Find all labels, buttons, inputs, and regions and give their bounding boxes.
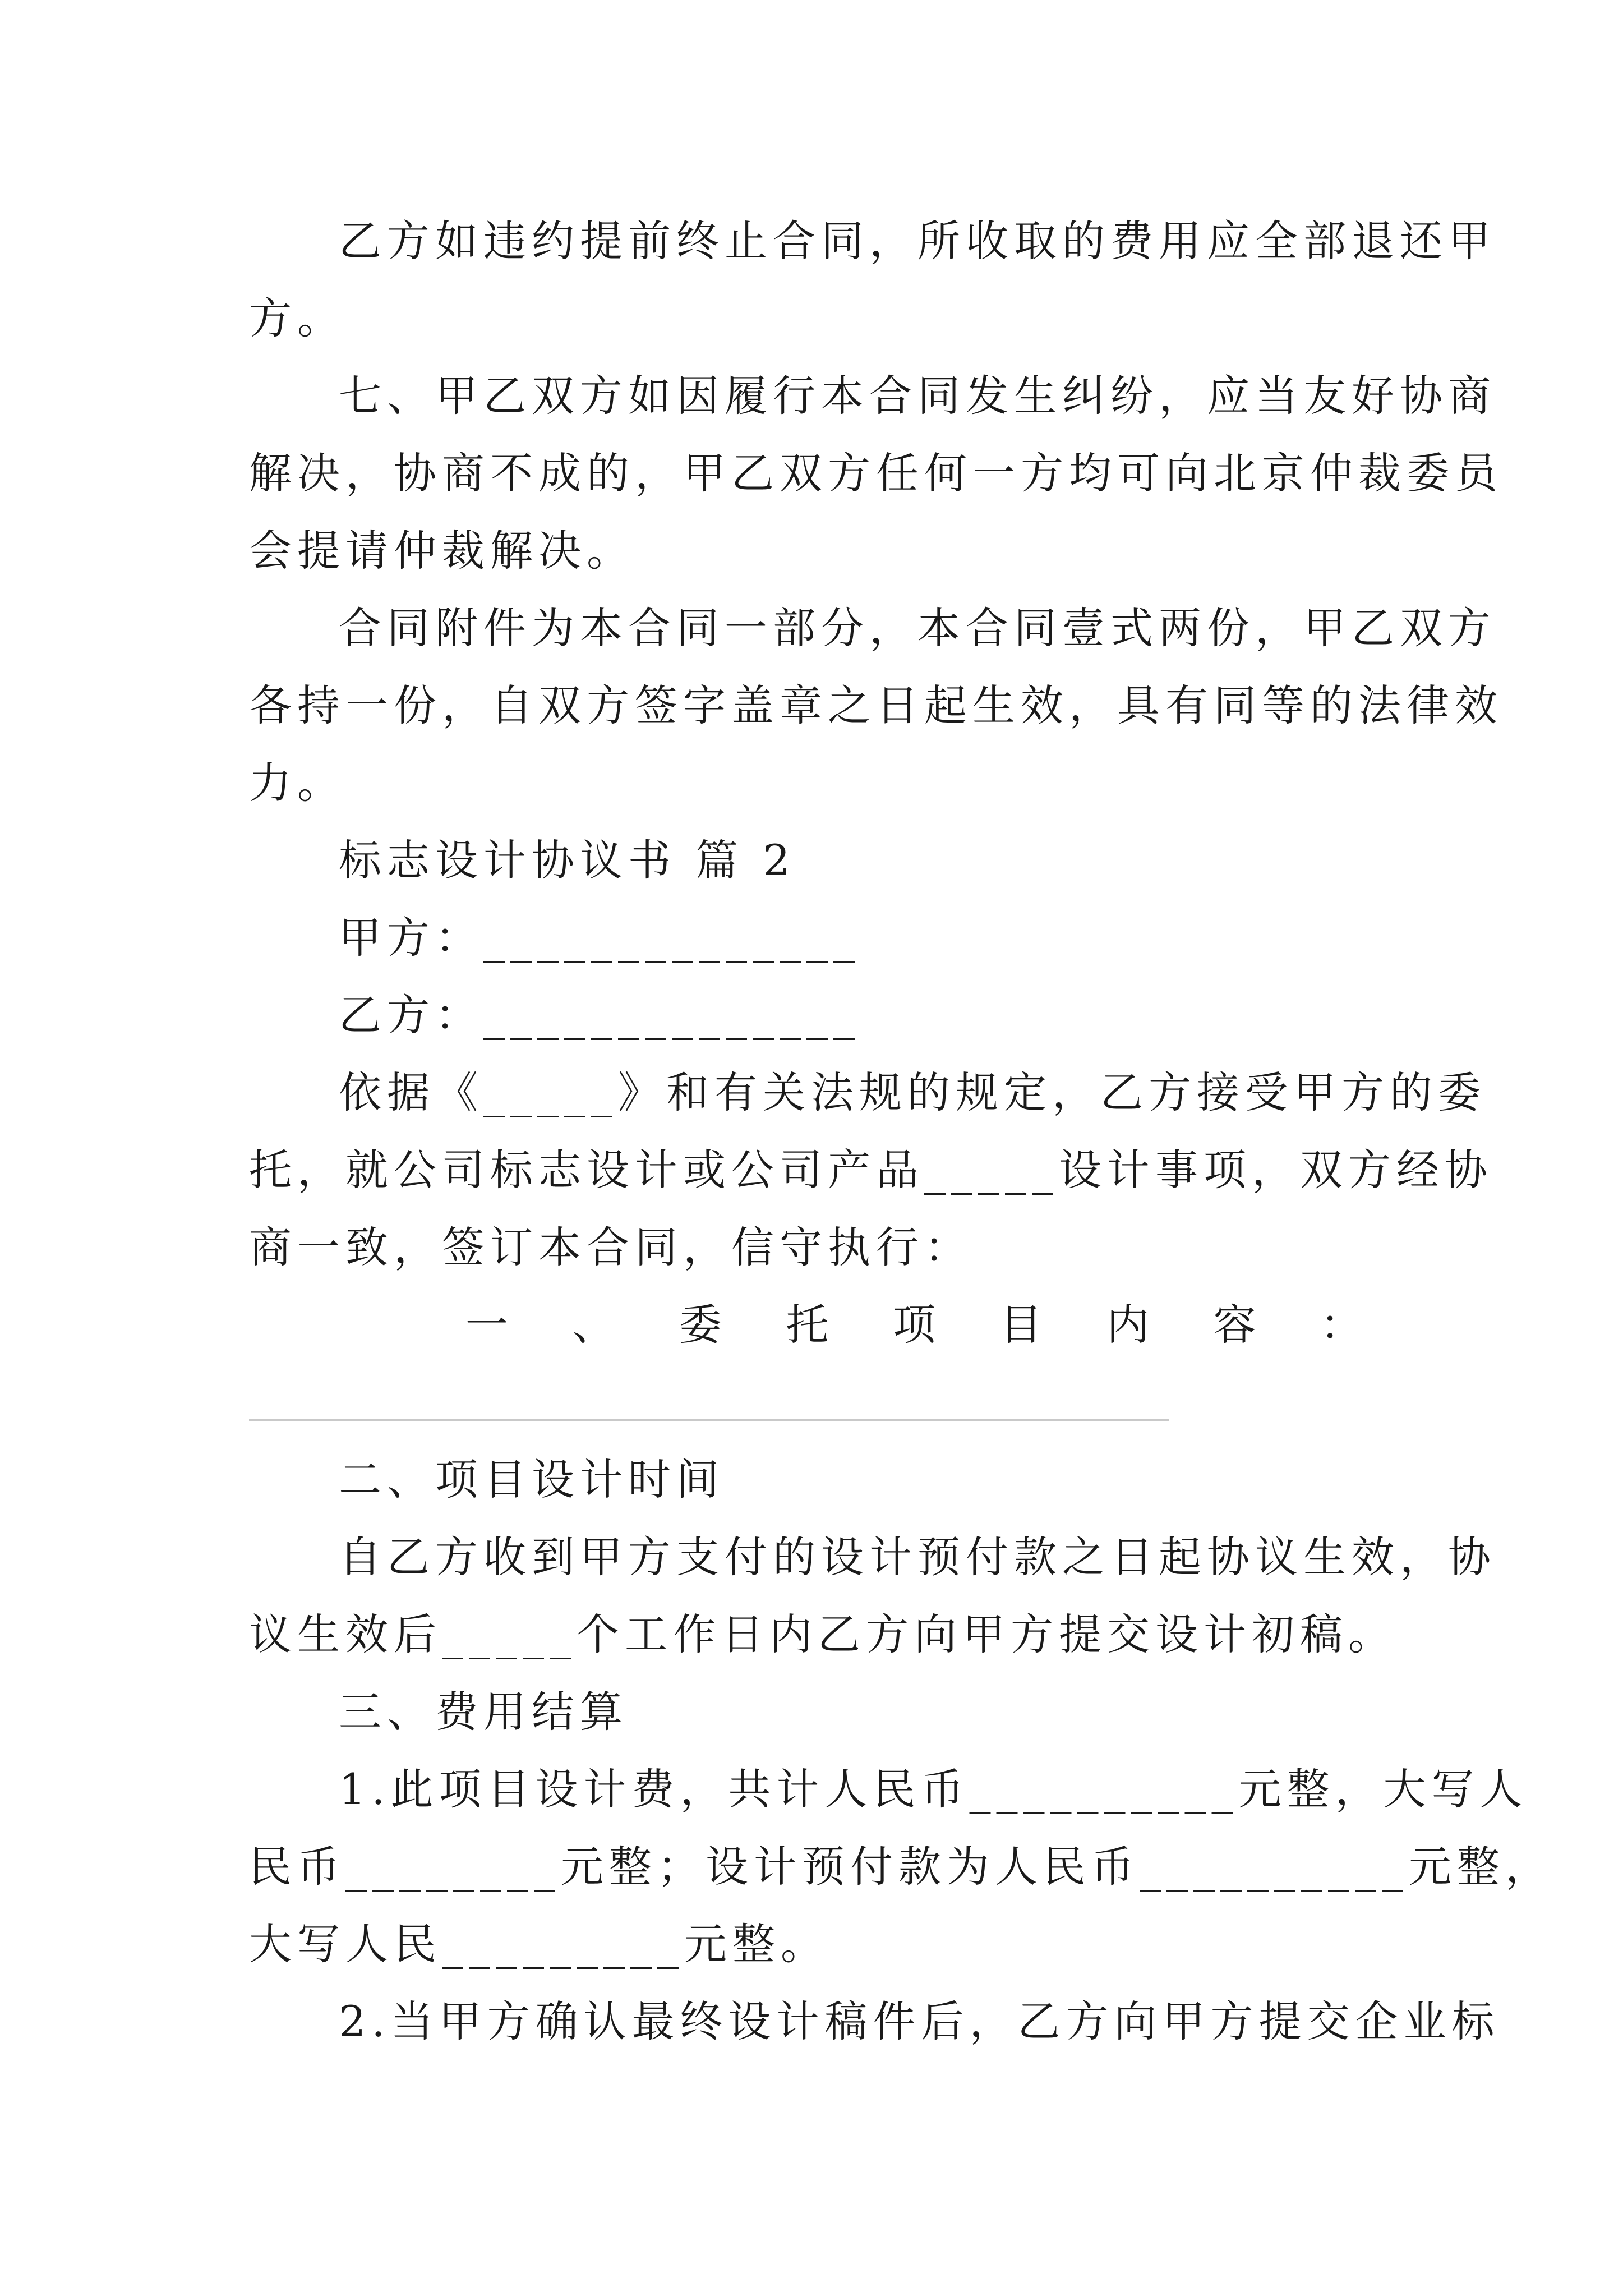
paragraph-line: 依据《_____》和有关法规的规定，乙方接受甲方的委	[339, 1068, 1486, 1117]
heading-char: 内	[1106, 1300, 1149, 1350]
heading-char: 容	[1213, 1300, 1256, 1350]
clause-seven-line: 七、甲乙双方如因履行本合同发生纠纷，应当友好协商	[339, 371, 1496, 421]
heading-char: 目	[999, 1300, 1043, 1350]
section-heading: 三、费用结算	[339, 1687, 628, 1737]
paragraph-line: 自乙方收到甲方支付的设计预付款之日起协议生效，协	[339, 1532, 1496, 1582]
heading-char: 项	[893, 1300, 935, 1350]
heading-char: 委	[679, 1300, 722, 1350]
heading-char: 一	[465, 1300, 508, 1350]
fill-in-rule	[249, 1419, 1169, 1421]
paragraph-line: 2.当甲方确认最终设计稿件后，乙方向甲方提交企业标	[339, 1996, 1500, 2046]
paragraph-line: 合同附件为本合同一部分，本合同壹式两份，甲乙双方	[339, 603, 1496, 653]
paragraph-line: 托，就公司标志设计或公司产品_____设计事项，双方经协	[249, 1145, 1493, 1195]
paragraph-line: 会提请仲裁解决。	[249, 526, 635, 576]
paragraph-line: 议生效后_____个工作日内乙方向甲方提交设计初稿。	[249, 1609, 1396, 1659]
paragraph-line: 方。	[249, 293, 345, 343]
paragraph-line: 乙方如违约提前终止合同，所收取的费用应全部退还甲	[339, 216, 1496, 266]
section-heading: 二、项目设计时间	[339, 1455, 725, 1504]
paragraph-line: 各持一份，自双方签字盖章之日起生效，具有同等的法律效	[249, 680, 1503, 730]
heading-char: ：	[1320, 1300, 1363, 1350]
party-a-line: 甲方：______________	[339, 913, 860, 963]
heading-char: 托	[786, 1300, 829, 1350]
heading-char: 、	[572, 1300, 615, 1350]
paragraph-line: 解决，协商不成的，甲乙双方任何一方均可向北京仲裁委员	[249, 448, 1503, 498]
commission-item-heading	[465, 1297, 1363, 1353]
section-title: 标志设计协议书 篇 2	[339, 835, 796, 885]
paragraph-line: 大写人民_________元整。	[249, 1919, 829, 1969]
paragraph-line: 商一致，签订本合同，信守执行：	[249, 1222, 972, 1272]
paragraph-line: 民币________元整；设计预付款为人民币__________元整，	[249, 1842, 1553, 1892]
paragraph-line: 1.此项目设计费，共计人民币__________元整，大写人	[339, 1764, 1528, 1814]
paragraph-line: 力。	[249, 758, 345, 808]
party-b-line: 乙方：______________	[339, 990, 860, 1040]
